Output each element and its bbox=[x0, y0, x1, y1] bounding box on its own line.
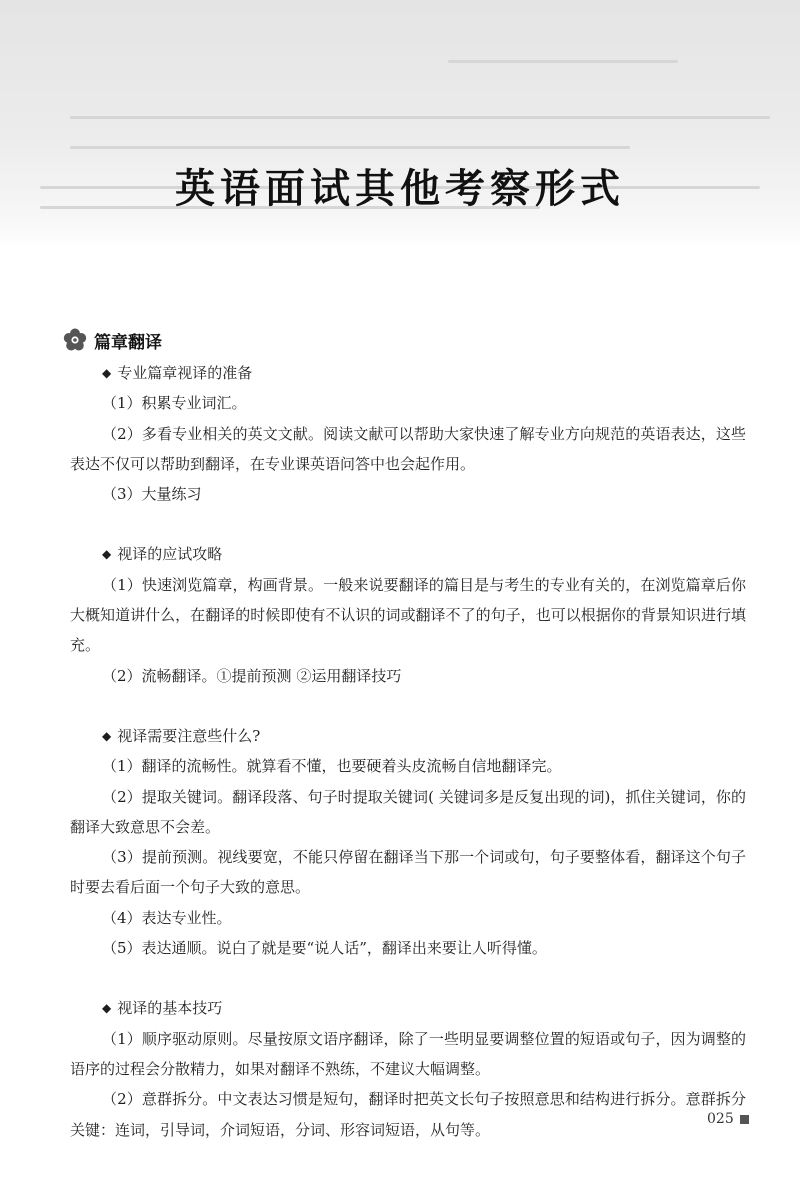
paragraph: （1）翻译的流畅性。就算看不懂，也要硬着头皮流畅自信地翻译完。 bbox=[102, 757, 562, 776]
square-marker-icon bbox=[740, 1115, 749, 1124]
paragraph: （1）快速浏览篇章，构画背景。一般来说要翻译的篇目是与考生的专业有关的，在浏览篇章后你大概知道讲什么，在翻译的时候即使有不认识的词或翻译不了的句子，也可以根据你的背景知识进行填充。 bbox=[70, 575, 746, 655]
bleed-through-line bbox=[448, 60, 678, 63]
paragraph: （4）表达专业性。 bbox=[102, 908, 232, 927]
page-number: 025 bbox=[707, 1111, 749, 1127]
diamond-bullet-icon: ◆ bbox=[102, 1001, 112, 1016]
paragraph: （2）提取关键词。翻译段落、句子时提取关键词( 关键词多是反复出现的词)，抓住关键词，你的翻译大致意思不会差。 bbox=[70, 787, 746, 836]
main-content bbox=[70, 358, 746, 1145]
flower-icon bbox=[62, 327, 88, 353]
paragraph: （2）意群拆分。中文表达习惯是短句，翻译时把英文长句子按照意思和结构进行拆分。意群拆分关键：连词，引导词，介词短语，分词、形容词短语，从句等。 bbox=[70, 1090, 746, 1139]
subsection-heading: ◆ 视译的应试攻略 bbox=[102, 545, 223, 564]
subsection-heading: ◆ 专业篇章视译的准备 bbox=[102, 364, 253, 382]
paragraph: （3）提前预测。视线要宽，不能只停留在翻译当下那一个词或句，句子要整体看，翻译这个句子时要去看后面一个句子大致的意思。 bbox=[70, 848, 746, 897]
bleed-through-line bbox=[70, 116, 770, 119]
paragraph: （2）流畅翻译。①提前预测 ②运用翻译技巧 bbox=[102, 666, 402, 685]
section-heading-label: 篇章翻译 bbox=[94, 332, 162, 353]
diamond-bullet-icon: ◆ bbox=[102, 728, 112, 743]
diamond-bullet-icon: ◆ bbox=[102, 366, 112, 380]
paragraph: （5）表达通顺。说白了就是要“说人话”，翻译出来要让人听得懂。 bbox=[102, 939, 547, 958]
bleed-through-line bbox=[70, 146, 630, 149]
page-title: 英语面试其他考察形式 bbox=[175, 166, 625, 212]
section-heading bbox=[62, 327, 162, 353]
paragraph: （1）积累专业词汇。 bbox=[102, 394, 247, 413]
subsection-heading: ◆ 视译的基本技巧 bbox=[102, 999, 223, 1018]
paragraph: （2）多看专业相关的英文文献。阅读文献可以帮助大家快速了解专业方向规范的英语表达，这些表达不仅可以帮助到翻译，在专业课英语问答中也会起作用。 bbox=[70, 424, 746, 473]
paragraph: （1）顺序驱动原则。尽量按原文语序翻译，除了一些明显要调整位置的短语或句子，因为调整的语序的过程会分散精力，如果对翻译不熟练，不建议大幅调整。 bbox=[70, 1029, 746, 1078]
paragraph: （3）大量练习 bbox=[102, 485, 202, 504]
subsection-heading: ◆ 视译需要注意些什么? bbox=[102, 726, 261, 745]
diamond-bullet-icon: ◆ bbox=[102, 547, 112, 562]
